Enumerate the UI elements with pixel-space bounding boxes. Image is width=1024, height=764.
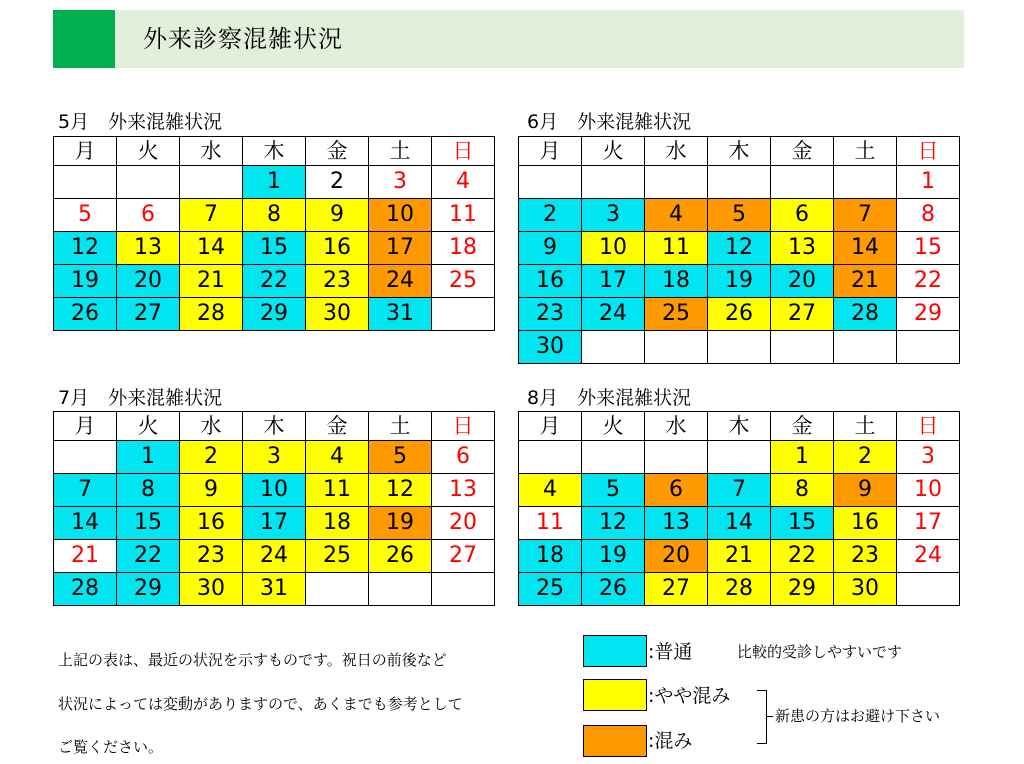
day-cell: 9 [180,474,243,507]
day-cell: 8 [771,474,834,507]
weekday-header: 日 [897,137,960,166]
day-cell: 27 [117,298,180,331]
day-cell: 21 [834,265,897,298]
day-cell: 25 [519,573,582,606]
month-title-july: 7月 外来混雑状況 [58,387,223,409]
day-cell: 4 [306,441,369,474]
day-cell: 15 [243,232,306,265]
week-row [54,232,495,265]
week-row [519,507,960,540]
day-cell: 16 [519,265,582,298]
week-row [54,166,495,199]
day-cell: 28 [708,573,771,606]
day-cell: 22 [117,540,180,573]
month-title-june: 6月 外来混雑状況 [527,111,692,133]
day-cell: 5 [708,199,771,232]
empty-cell [645,331,708,364]
weekday-header: 日 [432,412,495,441]
note-line-2: 状況によっては変動がありますので、あくまでも参考として [58,695,463,713]
day-cell: 29 [117,573,180,606]
empty-cell [519,441,582,474]
day-cell: 5 [582,474,645,507]
page-title: 外来診察混雑状況 [143,25,343,53]
day-cell: 1 [243,166,306,199]
weekday-header: 火 [582,137,645,166]
legend-swatch-some [583,679,647,711]
calendar-august [518,411,960,606]
week-row [54,507,495,540]
empty-cell [708,166,771,199]
day-cell: 7 [708,474,771,507]
legend-swatch-normal [583,635,647,667]
day-cell: 13 [117,232,180,265]
day-cell: 11 [432,199,495,232]
day-cell: 18 [306,507,369,540]
day-cell: 17 [369,232,432,265]
day-cell: 3 [582,199,645,232]
day-cell: 10 [243,474,306,507]
day-cell: 22 [897,265,960,298]
day-cell: 21 [708,540,771,573]
week-row [54,298,495,331]
week-row [54,265,495,298]
day-cell: 15 [897,232,960,265]
calendar-table [518,136,960,364]
day-cell: 17 [582,265,645,298]
day-cell: 9 [519,232,582,265]
empty-cell [834,166,897,199]
day-cell: 18 [519,540,582,573]
day-cell: 11 [519,507,582,540]
week-row [519,331,960,364]
weekday-header: 土 [369,137,432,166]
empty-cell [180,166,243,199]
day-cell: 24 [243,540,306,573]
legend-note-busy: 新患の方はお避け下さい [775,707,941,725]
legend-brace-tick [766,716,773,717]
day-cell: 2 [180,441,243,474]
weekday-header: 月 [519,137,582,166]
weekday-header: 木 [243,412,306,441]
legend-label-some: :やや混み [648,685,731,707]
weekday-header: 木 [708,412,771,441]
day-cell: 21 [180,265,243,298]
calendar-july [53,411,495,606]
day-cell: 22 [771,540,834,573]
weekday-header: 土 [834,412,897,441]
day-cell: 16 [180,507,243,540]
day-cell: 16 [834,507,897,540]
calendar-may [53,136,495,331]
weekday-header: 火 [117,412,180,441]
day-cell: 30 [306,298,369,331]
day-cell: 30 [834,573,897,606]
day-cell: 6 [117,199,180,232]
week-row [519,441,960,474]
weekday-header: 月 [519,412,582,441]
day-cell: 6 [645,474,708,507]
weekday-header: 月 [54,412,117,441]
empty-cell [708,441,771,474]
day-cell: 15 [117,507,180,540]
day-cell: 14 [180,232,243,265]
day-cell: 4 [645,199,708,232]
weekday-header: 水 [645,137,708,166]
day-cell: 10 [369,199,432,232]
day-cell: 28 [54,573,117,606]
day-cell: 23 [306,265,369,298]
day-cell: 11 [645,232,708,265]
day-cell: 30 [519,331,582,364]
day-cell: 26 [708,298,771,331]
day-cell: 7 [834,199,897,232]
empty-cell [708,331,771,364]
weekday-header: 金 [771,137,834,166]
day-cell: 1 [117,441,180,474]
empty-cell [54,441,117,474]
weekday-header: 日 [897,412,960,441]
day-cell: 20 [645,540,708,573]
day-cell: 2 [306,166,369,199]
day-cell: 20 [117,265,180,298]
weekday-header: 水 [180,137,243,166]
calendar-table [518,411,960,606]
weekday-header-row [519,137,960,166]
day-cell: 8 [897,199,960,232]
week-row [54,573,495,606]
day-cell: 2 [834,441,897,474]
day-cell: 23 [180,540,243,573]
day-cell: 12 [54,232,117,265]
day-cell: 19 [369,507,432,540]
day-cell: 4 [432,166,495,199]
day-cell: 29 [771,573,834,606]
day-cell: 8 [243,199,306,232]
empty-cell [369,573,432,606]
day-cell: 10 [582,232,645,265]
empty-cell [306,573,369,606]
day-cell: 12 [582,507,645,540]
day-cell: 10 [897,474,960,507]
weekday-header-row [54,412,495,441]
weekday-header-row [54,137,495,166]
empty-cell [54,166,117,199]
legend-label-normal: :普通 [648,641,693,663]
day-cell: 19 [582,540,645,573]
day-cell: 5 [54,199,117,232]
empty-cell [645,166,708,199]
note-line-3: ご覧ください。 [58,738,164,756]
day-cell: 20 [432,507,495,540]
empty-cell [432,298,495,331]
empty-cell [582,441,645,474]
weekday-header: 水 [180,412,243,441]
empty-cell [897,573,960,606]
week-row [54,474,495,507]
calendar-table [53,136,495,331]
week-row [519,199,960,232]
day-cell: 6 [771,199,834,232]
day-cell: 7 [180,199,243,232]
day-cell: 18 [645,265,708,298]
week-row [519,474,960,507]
day-cell: 17 [243,507,306,540]
empty-cell [117,166,180,199]
empty-cell [897,331,960,364]
day-cell: 3 [243,441,306,474]
day-cell: 9 [834,474,897,507]
legend-note-normal: 比較的受診しやすいです [737,643,903,661]
empty-cell [834,331,897,364]
week-row [519,573,960,606]
day-cell: 17 [897,507,960,540]
header-accent-block [53,10,115,68]
weekday-header: 金 [771,412,834,441]
empty-cell [771,166,834,199]
day-cell: 1 [897,166,960,199]
legend-swatch-busy [583,725,647,757]
day-cell: 12 [369,474,432,507]
empty-cell [519,166,582,199]
day-cell: 14 [708,507,771,540]
calendar-june [518,136,960,364]
day-cell: 24 [897,540,960,573]
day-cell: 5 [369,441,432,474]
day-cell: 25 [645,298,708,331]
week-row [519,265,960,298]
week-row [519,232,960,265]
weekday-header: 木 [708,137,771,166]
day-cell: 6 [432,441,495,474]
day-cell: 27 [432,540,495,573]
day-cell: 24 [369,265,432,298]
day-cell: 8 [117,474,180,507]
day-cell: 20 [771,265,834,298]
day-cell: 13 [645,507,708,540]
week-row [54,540,495,573]
weekday-header: 水 [645,412,708,441]
day-cell: 13 [432,474,495,507]
weekday-header: 火 [117,137,180,166]
day-cell: 3 [369,166,432,199]
day-cell: 16 [306,232,369,265]
day-cell: 18 [432,232,495,265]
day-cell: 1 [771,441,834,474]
day-cell: 31 [369,298,432,331]
day-cell: 27 [645,573,708,606]
day-cell: 28 [180,298,243,331]
weekday-header: 金 [306,137,369,166]
weekday-header: 月 [54,137,117,166]
day-cell: 9 [306,199,369,232]
month-title-may: 5月 外来混雑状況 [58,111,223,133]
day-cell: 7 [54,474,117,507]
day-cell: 19 [708,265,771,298]
legend-brace [757,690,767,744]
calendar-table [53,411,495,606]
day-cell: 30 [180,573,243,606]
day-cell: 19 [54,265,117,298]
empty-cell [432,573,495,606]
day-cell: 26 [54,298,117,331]
day-cell: 28 [834,298,897,331]
day-cell: 12 [708,232,771,265]
day-cell: 23 [834,540,897,573]
empty-cell [582,331,645,364]
day-cell: 2 [519,199,582,232]
day-cell: 11 [306,474,369,507]
day-cell: 27 [771,298,834,331]
day-cell: 4 [519,474,582,507]
day-cell: 31 [243,573,306,606]
legend-label-busy: :混み [648,730,693,752]
weekday-header: 日 [432,137,495,166]
empty-cell [645,441,708,474]
empty-cell [771,331,834,364]
weekday-header: 金 [306,412,369,441]
empty-cell [582,166,645,199]
weekday-header: 火 [582,412,645,441]
weekday-header: 木 [243,137,306,166]
day-cell: 25 [432,265,495,298]
day-cell: 22 [243,265,306,298]
day-cell: 24 [582,298,645,331]
page-header [53,10,964,68]
week-row [54,441,495,474]
month-title-august: 8月 外来混雑状況 [527,387,692,409]
week-row [519,166,960,199]
day-cell: 15 [771,507,834,540]
week-row [519,540,960,573]
day-cell: 21 [54,540,117,573]
day-cell: 25 [306,540,369,573]
day-cell: 14 [834,232,897,265]
day-cell: 13 [771,232,834,265]
day-cell: 26 [369,540,432,573]
week-row [54,199,495,232]
note-line-1: 上記の表は、最近の状況を示すものです。祝日の前後など [58,651,447,669]
day-cell: 14 [54,507,117,540]
day-cell: 29 [897,298,960,331]
day-cell: 26 [582,573,645,606]
weekday-header: 土 [834,137,897,166]
weekday-header: 土 [369,412,432,441]
day-cell: 3 [897,441,960,474]
day-cell: 23 [519,298,582,331]
week-row [519,298,960,331]
day-cell: 29 [243,298,306,331]
weekday-header-row [519,412,960,441]
